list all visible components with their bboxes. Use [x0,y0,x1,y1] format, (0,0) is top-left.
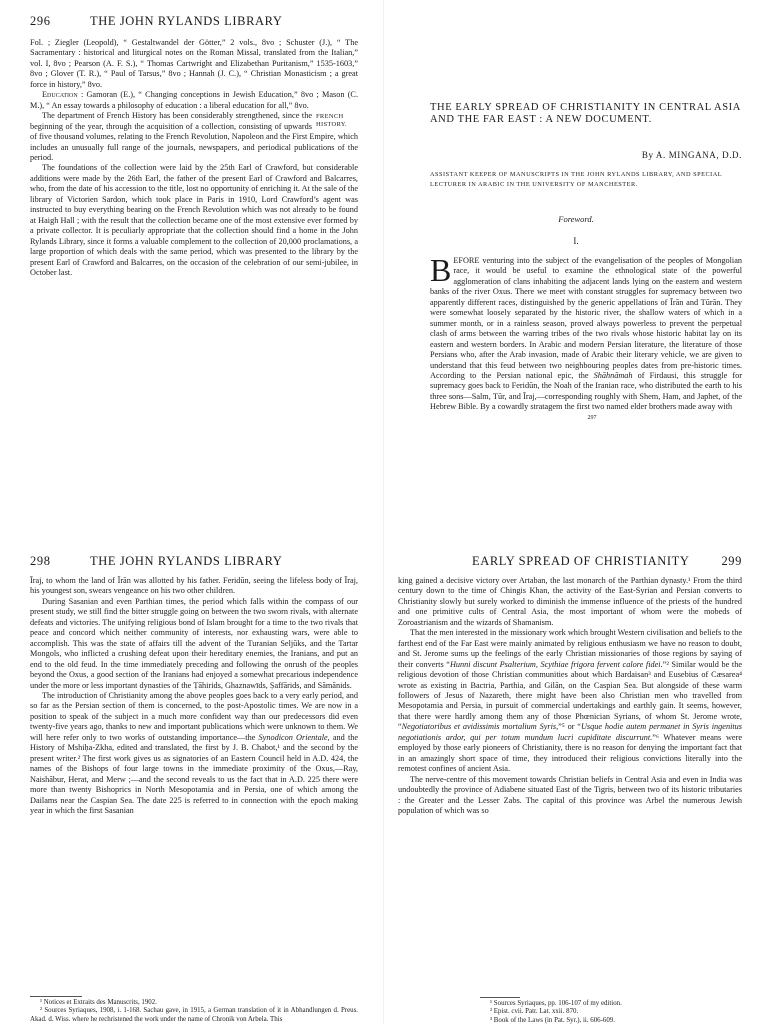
paragraph: The foundations of the collection were laid by the 25th Earl of Crawford, but considerable additions were made by the 26th Earl, the father of the present Earl of Crawford and Balcarres, who, from the date of his accession to the title, lost no opportunity of enriching it. At the sale of the library of Victorien Sardon, which took place in Paris in 1910, Lord Crawford’s agent was instructed to buy everything bearing on the French Revolution which was not already to be found at Haigh Hall ; with the result that the collection became one of the most extensive ever formed by a private collector. It is peculiarly appropriate that the collection should find a home in the John Rylands Library, since it forms a valuable complement to the collection of 20,000 proclamations, a large proportion of which deals with the same period, which was presented to the library by the present Earl of Crawford and Balcarres, on the occasion of the celebration of our semi-jubilee, in October last. [30,163,358,277]
section-number: I. [573,236,579,246]
page-header [430,554,742,570]
footnote: ¹ Notices et Extraits des Manuscrits, 1902. [40,999,157,1006]
paragraph-text: ”⁵ or “ [558,722,581,732]
paragraph [430,252,743,413]
paragraph: Īraj, to whom the land of Īrān was allotted by his father. Feridūn, seeing the lifeless body of Īraj, his youngest son, swears vengeance on his two other children. [30,576,358,596]
running-head: THE JOHN RYLANDS LIBRARY [90,14,283,28]
author-affiliation: ASSISTANT KEEPER OF MANUSCRIPTS IN THE JOHN RYLANDS LIBRARY, AND SPECIAL LECTURER IN ARABIC IN THE UNIVERSITY OF MANCHESTER. [430,171,722,188]
paragraph-text: venturing into the subject of the evangelisation of the peoples of Mongolian race, it would be useful to examine the ethnological state of the powerful agglomeration of clans inhabiting the adjacent lands lying on the eastern and western banks of the river Oxus. There we meet with constant struggles for supremacy between two apparently different races, distinguished by the generic appellations of Īrān and Tūrān. They were somewhat loosely separated by the historic river, the shallow waters of which in a summer month, or in a rainless season, proved always powerless to prevent the perpetual clash of arms between the warring tribes of the two rivals whose historic habitat lay on its eastern and western borders. In Arabic and modern Persian literature, the literature of those Persians who, after the Arab invasion, made of Arabic their literary vehicle, we are given to understand that this feud between two neighbouring peoples dates from pre-historic times. According to the Persian national epic, the [430,256,743,380]
footnote-rule [480,997,520,998]
paragraph-text: The introduction of Christianity among the above peoples goes back to a very early period, and so far as the Persian section of them is concerned, to the post-Apostolic times. We are now in a position to speak of the subject in a much more confident way than our predecessors did even twenty-five years ago, thanks to new and important publications which were unknown to them. We will here refer only to two works of outstanding importance—the [30,690,358,742]
page-body [30,576,358,816]
page-296 [0,0,384,512]
footnote: ² Sources Syriaques, 1908, i. 1-168. Sachau gave, in 1915, a German translation of it in Abhandlungen d. Preus. Akad. d. Wiss. where he rechristened the work under the name of Chronik von Arbela. This [30,1007,358,1023]
page-number: 299 [721,554,742,568]
paragraph: king gained a decisive victory over Artaban, the last monarch of the Parthian dynasty.¹ From the third century down to the time of Chingis Khan, the activity of the East-Syrian and Persian converts to Christianity slowly but surely worked to diminish the immense influence of the priests of the hundred and one primitive cults of Central Asia, the most important of whom were the mobeds of Zoroastrianism and the wizards of Shamanism. [398,576,742,627]
page-body [30,38,358,278]
latin-quote: Hunni discunt Psalterium, Scythiae frigora fervent calore fidei. [449,659,663,669]
paragraph-text: and the History of Mshiḥa-Zkha, edited and translated, the first by J. B. Chabot,¹ and the second by the present writer.² The first work gives us as signatories of an Eastern Council held in A.D. 424, the names of the Bishops of four large towns in the immediate proximity of the Oxus,—Ray, Naishābur, Herat, and Merw ;—and the second reveals to us the fact that in A.D. 225 there were more than twenty Bishoprics in North Mesopotamia and in Persia, one of which among the Dailams near the Caspian Sea. The date 225 is referred to in connection with the epoch making year in which the first Sasanian [30,732,359,815]
paragraph-text: of Firdausi, this struggle for supremacy goes back to Feridūn, the Noah of the Iranian race, who distributed the earth to his three sons—Salm, Tūr, and Īraj,—corresponding roughly with Shem, Ham, and Japhet, of the Hebrew Bible. By a cowardly stratagem the first two named elder brothers made away with [430,370,743,412]
education-label: Education [42,90,78,100]
paragraph-text: That the men interested in the missionary work which brought Western civilisation and beliefs to the farthest end of the Far East were mainly animated by religious enthusiasm we have no reason to doubt, and St. Jerome sums up the feelings of the early Christian missionaries of those regions by saying of their converts “ [398,628,742,669]
latin-quote: Usque hodie autem permanet in Syris ingenitus negotiationis ardor, qui per totum mundum lucri cupiditate discurrunt. [398,722,742,742]
italic-title: Shāhnāmah [593,370,633,380]
article-title: THE EARLY SPREAD OF CHRISTIANITY IN CENTRAL ASIA AND THE FAR EAST : A NEW DOCUMENT. [430,102,741,125]
latin-quote: Negotiatoribus et avidissimis mortalium Syris, [401,722,559,732]
footnotes [30,999,358,1024]
foreword-heading: Foreword. [558,214,594,224]
bibliography-entry: Fol. ; Ziegler (Leopold), “ Gestaltwandel der Götter,” 2 vols., 8vo ; Schuster (J.), “ The Sacramentary : historical and liturgical notes on the Roman Missal, translated from the Italian,” vol. I, 8vo ; Pearson (A. F. S.), “ Thomas Cartwright and Elizabethan Puritanism,” 1535-1603,” 8vo ; Glover (T. R.), “ Paul of Tarsus,” 8vo ; Hannah (J. C.), “ Christian Monasticism ; a great force in history,” 8vo. [30,38,358,89]
footnotes [480,1000,742,1024]
paragraph-text: ”⁶ Whatever means were employed by those early pioneers of Christianity, there is no reason for denying the important fact that in an amazingly short space of time, they introduced their religious convictions literally into the remotest confines of ancient Asia. [398,732,743,774]
paragraph [30,111,358,163]
paragraph-text: The department of French History has been considerably strengthened, since the beginning of the year, through the acquisition of a collection, consisting of upwards of five thousand volumes, relating to the French Revolution, Napoleon and the First Empire, which includes an unusually full range of the journals, newspapers, and periodical publications of the period. [30,111,358,162]
byline: By A. MINGANA, D.D. [641,150,742,160]
page-299 [384,512,768,1024]
running-head: EARLY SPREAD OF CHRISTIANITY [472,554,690,568]
paragraph [398,628,742,774]
page-298 [0,512,384,1024]
education-text: : Gamoran (E.), “ Changing conceptions in Jewish Education,” 8vo ; Mason (C. M.), “ An essay towards a philosophy of education : a liberal education for all,” 8vo. [30,90,359,110]
page-number: 296 [30,14,51,28]
paragraph [30,691,358,816]
paragraph: During Sasanian and even Parthian times, the period which falls within the compass of our present study, we still find the bitter struggle going on between the two sworn rivals, with alternate defeats and victories. The unifying religious bond of Islam brought for a time to the two rivals that peace and concord which neither community of interests, nor exhausting wars, were able to accomplish. This was the state of affairs till the advent of the Turanian Seljūks, and the Tartar Mongols, who inflicted a crushing defeat upon their hereditary enemies, the Iranians, and put an end to the old feud. In the time immediately preceding and following the onrush of the peoples beyond the Oxus, a good section of the Iranians had enjoyed a somewhat precarious independence under the more or less important dynasties of the Ṭāhirids, Ghaznawīds, Ṣaffārids, and Sāmānids. [30,596,358,690]
paragraph-text: ”² Similar would be the religious devotion of those Christian communities about which Bardaisan³ and Eusebius of Cæsarea⁴ wrote as existing in Bactria, Parthia, and Gilān, on the Caspian Sea. But alongside of these warm followers of Jesus of Nazareth, there might have been also Christian men who travelled from Mesopotamia and Persia, in pursuit of commercial undertakings and earthly gain. It seems, however, that there were hardly among them any of those Phœnician Syrians, of whom St. Jerome wrote, “ [398,659,743,732]
education-entry [30,90,358,111]
drop-cap: B [430,252,452,288]
page-header [30,14,358,30]
page-body [398,576,742,816]
italic-title: Synodicon Orientale, [258,732,330,742]
page-footer-number: 297 [587,414,597,421]
footnote-rule [30,996,82,997]
page-297 [384,0,768,512]
page-body [430,252,743,423]
running-head: THE JOHN RYLANDS LIBRARY [90,554,283,568]
page-header [30,554,358,570]
first-word: EFORE [453,256,480,265]
footnote: ³ Book of the Laws (in Pat. Syr.), ii. 606-609. [490,1016,615,1024]
footnote: ¹ Sources Syriaques, pp. 106-107 of my edition. [490,1000,622,1007]
page-number: 298 [30,554,51,568]
footnote: ² Epist. cvii. Patr. Lat. xxii. 870. [490,1008,579,1016]
side-note: FRENCH HISTORY. [316,113,347,128]
paragraph: The nerve-centre of this movement towards Christian beliefs in Central Asia and even in India was undoubtedly the province of Adiabene situated East of the Tigris, between two of its historic tributaries : the Greater and the Lesser Zabs. The capital of this province was Arbel the numerous Jewish population of which was so [398,774,742,815]
